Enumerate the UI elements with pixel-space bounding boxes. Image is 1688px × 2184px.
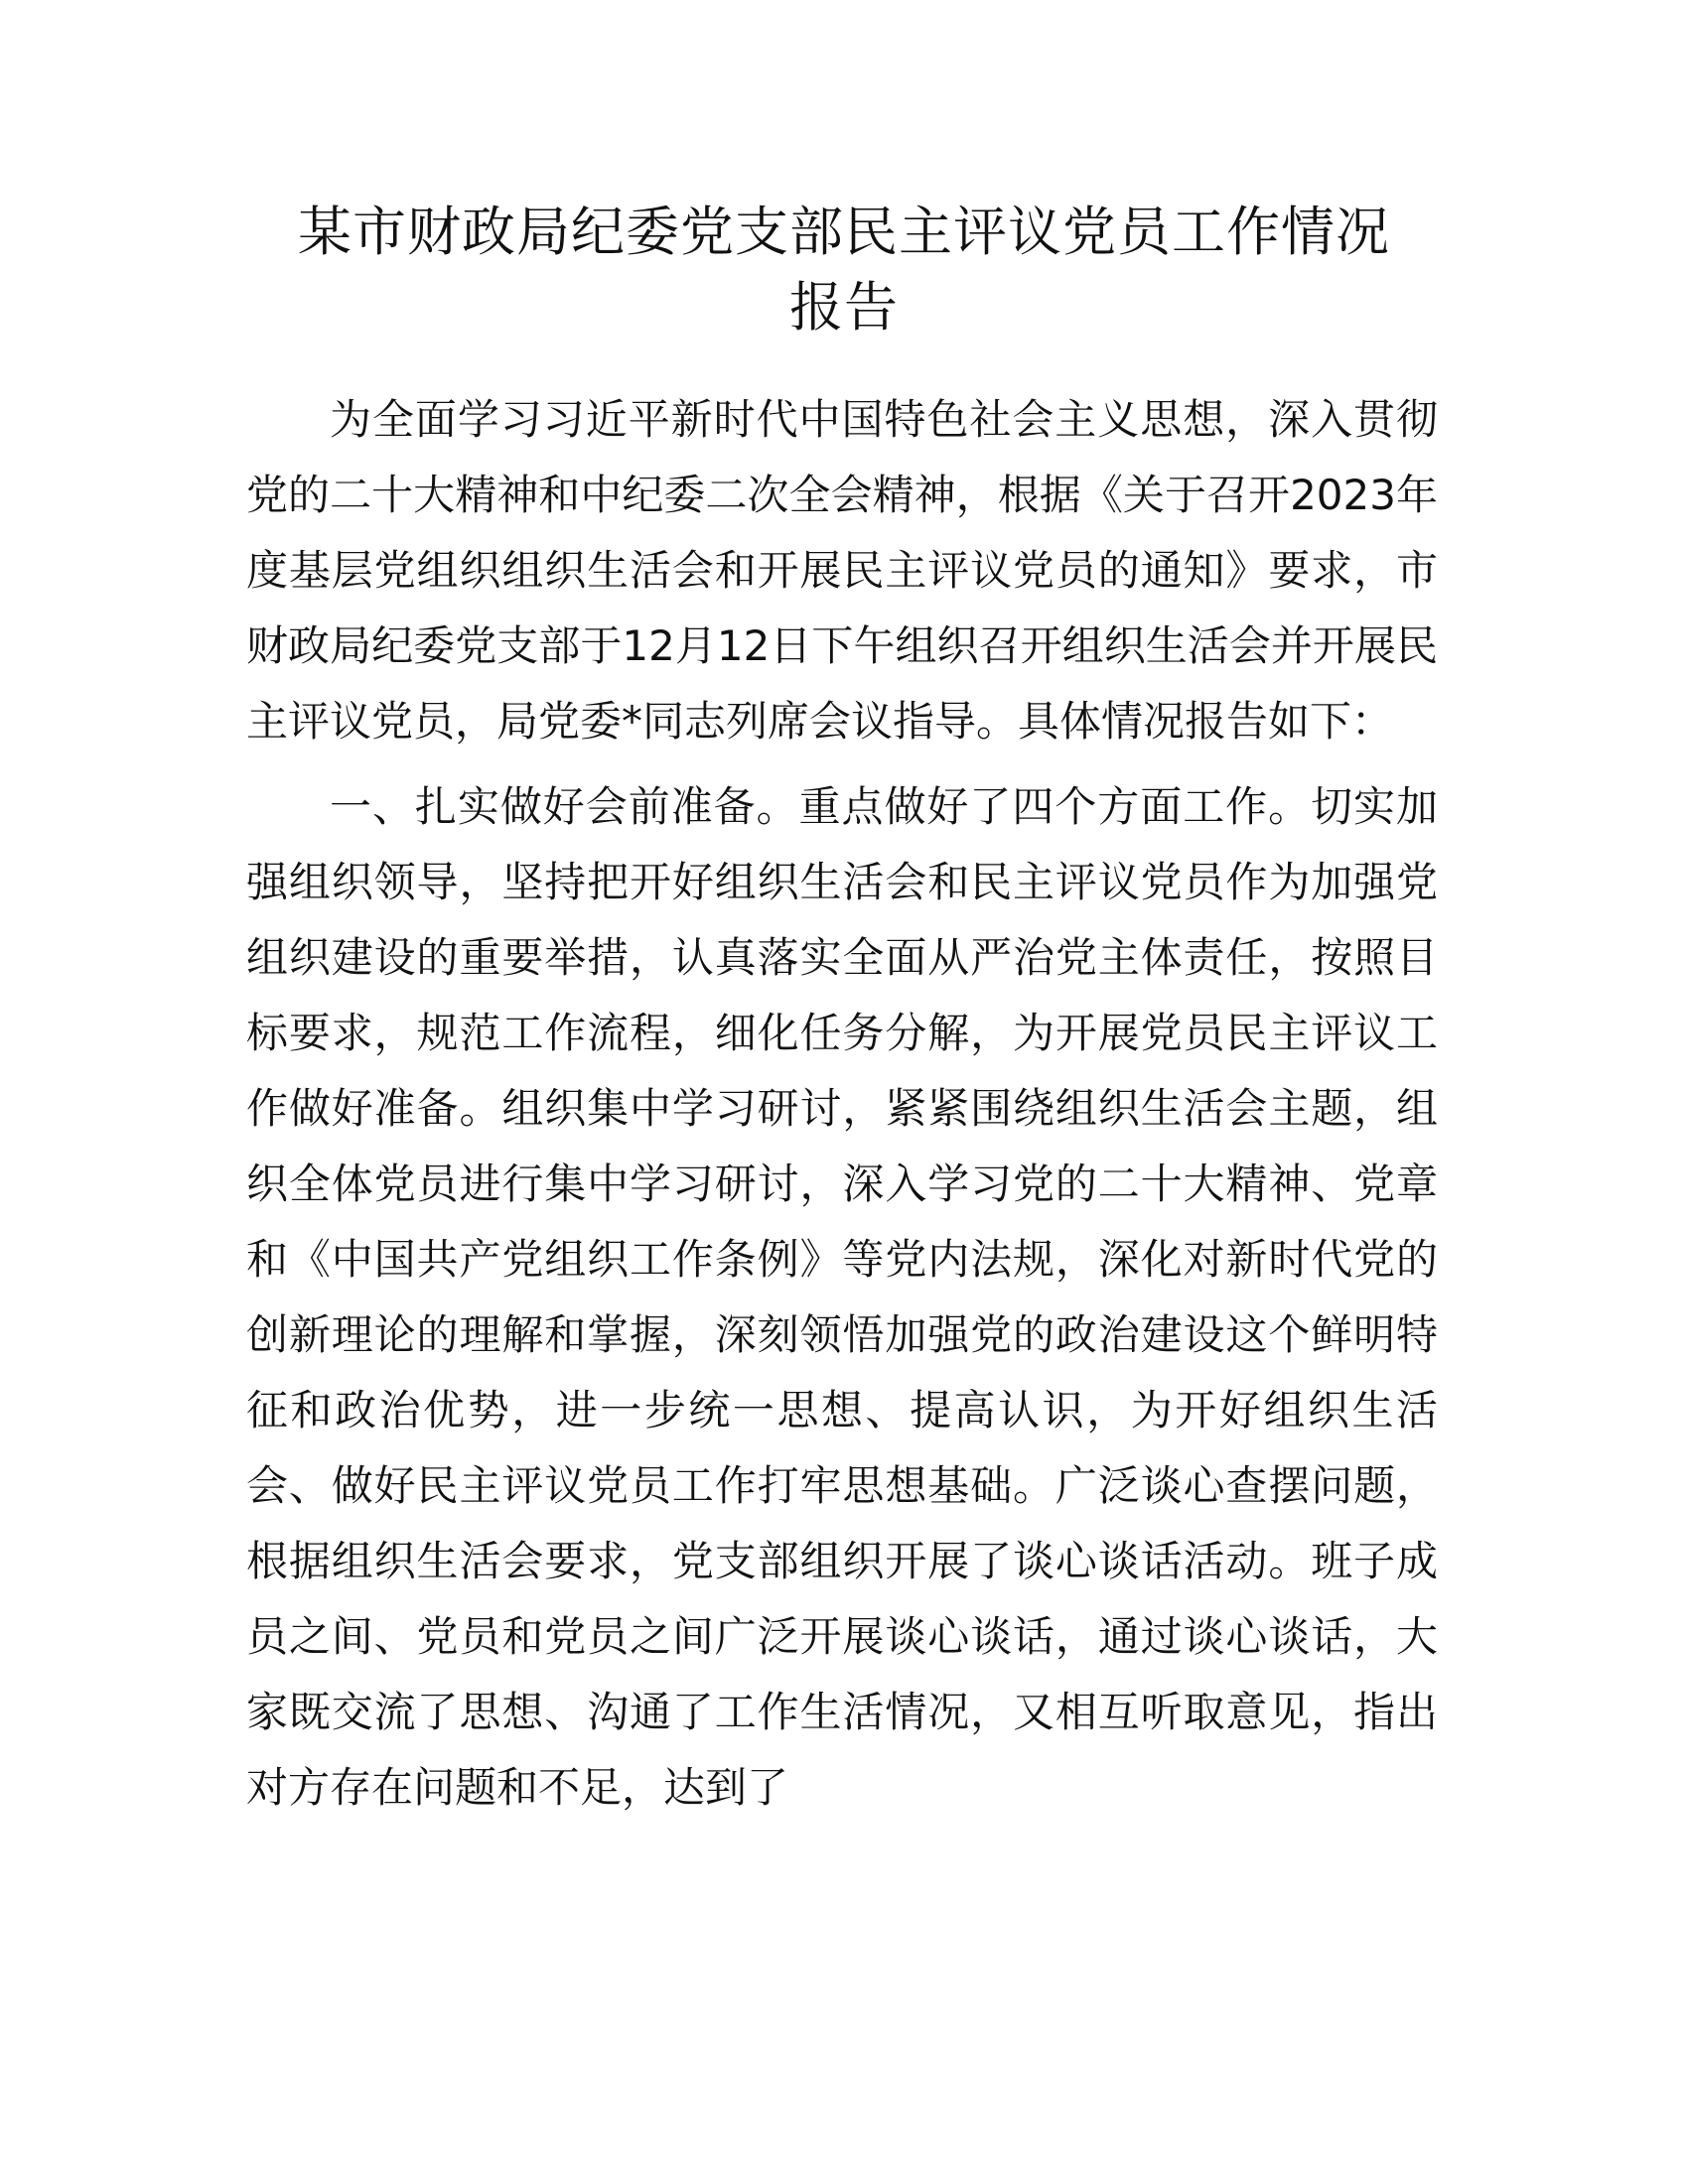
document-body [246, 382, 1438, 1826]
document-title [228, 195, 1460, 345]
title-line-1: 某市财政局纪委党支部民主评议党员工作情况 [298, 201, 1390, 263]
paragraph-intro: 为全面学习习近平新时代中国特色社会主义思想，深入贯彻党的二十大精神和中纪委二次全会精神，根据《关于召开2023年度基层党组织组织生活会和开展民主评议党员的通知》要求，市财政局纪委党支部于12月12日下午组织召开组织生活会并开展民主评议党员，局党委*同志列席会议指导。具体情况报告如下： [246, 395, 1438, 746]
paragraph-section-1: 一、扎实做好会前准备。重点做好了四个方面工作。切实加强组织领导，坚持把开好组织生活会和民主评议党员作为加强党组织建设的重要举措，认真落实全面从严治党主体责任，按照目标要求，规范工作流程，细化任务分解，为开展党员民主评议工作做好准备。组织集中学习研讨，紧紧围绕组织生活会主题，组织全体党员进行集中学习研讨，深入学习党的二十大精神、党章和《中国共产党组织工作条例》等党内法规，深化对新时代党的创新理论的理解和掌握，深刻领悟加强党的政治建设这个鲜明特征和政治优势，进一步统一思想、提高认识，为开好组织生活会、做好民主评议党员工作打牢思想基础。广泛谈心查摆问题，根据组织生活会要求，党支部组织开展了谈心谈话活动。班子成员之间、党员和党员之间广泛开展谈心谈话，通过谈心谈话，大家既交流了思想、沟通了工作生活情况，又相互听取意见，指出对方存在问题和不足，达到了 [246, 782, 1438, 1812]
title-line-2: 报告 [789, 276, 899, 339]
